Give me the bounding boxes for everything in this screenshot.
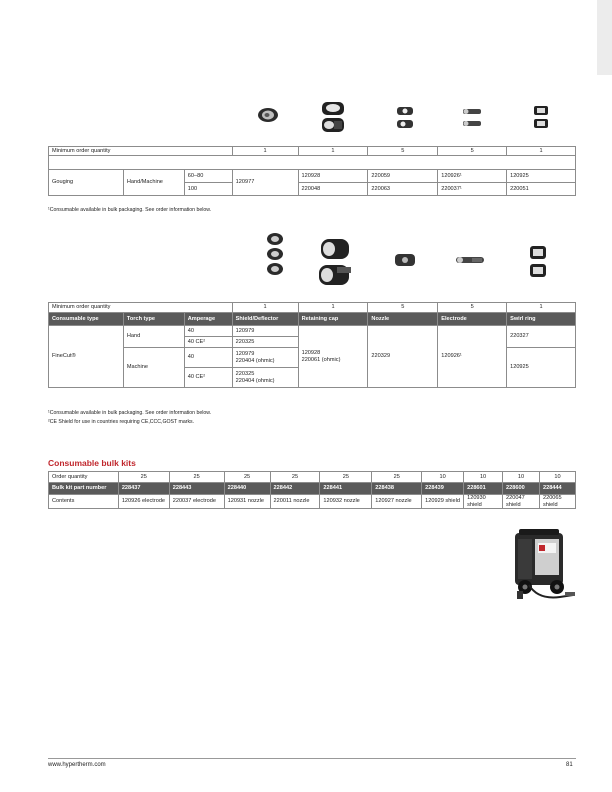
electrode-cell: 120926¹: [438, 170, 507, 183]
page-number: 81: [566, 762, 573, 768]
shield-cell: 120979: [232, 326, 298, 337]
header-electrode: Electrode: [438, 313, 507, 326]
swirl-ring-cell: 120925: [507, 170, 576, 183]
header-torch-type: Torch type: [123, 313, 184, 326]
bulk-part-cell: 228441: [320, 483, 372, 495]
moq-nozzle: 5: [368, 147, 438, 156]
torch-type-cell: Hand/Machine: [123, 170, 184, 196]
shield-ohmic-value: 220404 (ohmic): [235, 357, 275, 364]
order-qty-cell: 25: [372, 472, 422, 483]
nozzle-cell: 220059: [368, 170, 438, 183]
contents-cell: 220047 shield: [503, 495, 540, 509]
process-cell: Gouging: [49, 170, 124, 196]
nozzle-image: [393, 251, 417, 269]
order-qty-cell: 25: [320, 472, 372, 483]
amperage-cell: 40 CE²: [184, 337, 232, 348]
header-shield-deflector: Shield/Deflector: [232, 313, 298, 326]
order-quantity-label: Order quantity: [49, 472, 119, 483]
footer-rule: [48, 758, 576, 759]
contents-cell: 120931 nozzle: [224, 495, 270, 509]
footer-url[interactable]: www.hypertherm.com: [48, 762, 106, 768]
contents-cell: 220037 electrode: [169, 495, 224, 509]
shield-cell: [232, 348, 298, 368]
bulk-part-cell: 228444: [539, 483, 575, 495]
swirl-ring-image: [528, 244, 548, 280]
bulk-kit-part-number-label: Bulk kit part number: [49, 483, 119, 495]
nozzle-image: [395, 105, 415, 131]
table2-footnote-1: ¹Consumable available in bulk packaging. See order information below.: [48, 410, 212, 416]
swirl-ring-cell: 220051: [507, 183, 576, 196]
retaining-cap-ohmic-value: 220061 (ohmic): [301, 356, 341, 363]
moq-shield: 1: [232, 147, 298, 156]
bulk-kits-title: Consumable bulk kits: [48, 458, 136, 468]
blank-header-row: [49, 156, 576, 170]
amperage-cell: 100: [184, 183, 232, 196]
finecut-consumables-table: [48, 302, 576, 388]
moq-shield: 1: [232, 303, 298, 313]
moq-nozzle: 5: [368, 303, 438, 313]
moq-label: Minimum order quantity: [49, 303, 233, 313]
retaining-cap-cell: [298, 326, 368, 388]
swirl-ring-machine-cell: 120925: [507, 348, 576, 388]
retaining-cap-cell: 120928: [298, 170, 368, 183]
retaining-cap-image: [315, 237, 355, 287]
bulk-part-cell: 228601: [464, 483, 503, 495]
moq-electrode: 5: [438, 147, 507, 156]
moq-electrode: 5: [438, 303, 507, 313]
bulk-part-cell: 228438: [372, 483, 422, 495]
order-qty-cell: 25: [270, 472, 320, 483]
amperage-cell: 40: [184, 348, 232, 368]
nozzle-cell: 220329: [368, 326, 438, 388]
retaining-cap-value: 120928: [301, 349, 321, 356]
bulk-part-cell: 228437: [118, 483, 169, 495]
contents-label: Contents: [49, 495, 119, 509]
contents-cell: 120932 nozzle: [320, 495, 372, 509]
torch-type-machine: Machine: [123, 348, 184, 388]
electrode-cell: 220037¹: [438, 183, 507, 196]
header-consumable-type: Consumable type: [49, 313, 124, 326]
electrode-cell: 120926¹: [438, 326, 507, 388]
order-qty-cell: 10: [464, 472, 503, 483]
order-qty-cell: 10: [539, 472, 575, 483]
plasma-cutter-image: [505, 525, 580, 607]
amperage-cell: 40: [184, 326, 232, 337]
retaining-cap-cell: 220048: [298, 183, 368, 196]
moq-swirl-ring: 1: [507, 303, 576, 313]
bulk-part-cell: 228600: [503, 483, 540, 495]
shield-ohmic-value: 220404 (ohmic): [235, 377, 275, 384]
contents-cell: 220065 shield: [539, 495, 575, 509]
order-qty-cell: 10: [503, 472, 540, 483]
moq-retaining-cap: 1: [298, 303, 368, 313]
order-qty-cell: 25: [224, 472, 270, 483]
bulk-part-cell: 228440: [224, 483, 270, 495]
bulk-kits-table: [48, 471, 576, 509]
shield-consumable-image: [265, 232, 285, 276]
swirl-ring-hand-cell: 220327: [507, 326, 576, 348]
order-qty-cell: 25: [169, 472, 224, 483]
moq-label: Minimum order quantity: [49, 147, 233, 156]
nozzle-cell: 220063: [368, 183, 438, 196]
moq-swirl-ring: 1: [507, 147, 576, 156]
retaining-cap-image: [320, 100, 346, 134]
table1-footnote: ¹Consumable available in bulk packaging. See order information below.: [48, 207, 212, 213]
bulk-part-cell: 228439: [422, 483, 464, 495]
torch-type-hand: Hand: [123, 326, 184, 348]
bulk-part-cell: 228442: [270, 483, 320, 495]
contents-cell: 120930 shield: [464, 495, 503, 509]
electrode-image: [454, 253, 486, 267]
swirl-ring-image: [532, 104, 550, 130]
page-edge-tab: [597, 0, 612, 75]
contents-cell: 120927 nozzle: [372, 495, 422, 509]
header-swirl-ring: Swirl ring: [507, 313, 576, 326]
shield-consumable-image: [257, 107, 279, 123]
contents-cell: 120926 electrode: [118, 495, 169, 509]
shield-value: 120979: [235, 350, 255, 357]
shield-cell: 120977: [232, 170, 298, 196]
order-qty-cell: 25: [118, 472, 169, 483]
header-amperage: Amperage: [184, 313, 232, 326]
header-nozzle: Nozzle: [368, 313, 438, 326]
shield-value: 220325: [235, 370, 255, 377]
shield-cell: [232, 368, 298, 388]
order-qty-cell: 10: [422, 472, 464, 483]
gouging-consumables-table: [48, 146, 576, 196]
header-retaining-cap: Retaining cap: [298, 313, 368, 326]
amperage-cell: 60–80: [184, 170, 232, 183]
amperage-cell: 40 CE²: [184, 368, 232, 388]
table2-footnote-2: ²CE Shield for use in countries requiring CE,CCC,GOST marks.: [48, 419, 195, 425]
contents-cell: 120929 shield: [422, 495, 464, 509]
bulk-part-cell: 228443: [169, 483, 224, 495]
contents-cell: 220011 nozzle: [270, 495, 320, 509]
electrode-image: [459, 106, 485, 130]
moq-retaining-cap: 1: [298, 147, 368, 156]
consumable-type-cell: FineCut®: [49, 326, 124, 388]
shield-cell: 220325: [232, 337, 298, 348]
